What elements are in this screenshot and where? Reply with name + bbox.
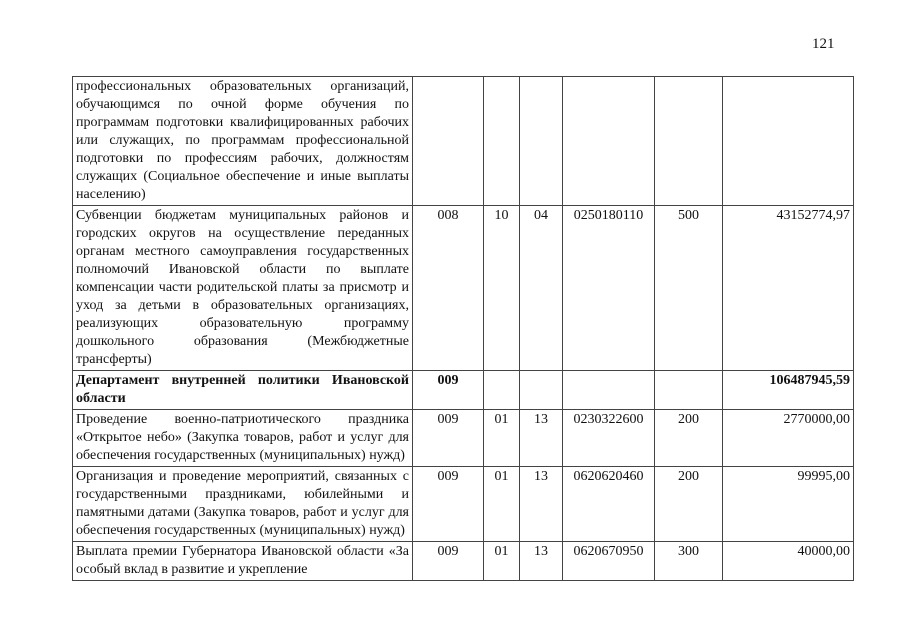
department-row bbox=[73, 371, 854, 410]
expense-type-code: 200 bbox=[655, 410, 723, 467]
amount: 99995,00 bbox=[723, 467, 854, 542]
subsection-code bbox=[520, 77, 563, 206]
amount: 43152774,97 bbox=[723, 206, 854, 371]
subsection-code: 13 bbox=[520, 542, 563, 581]
table-row bbox=[73, 542, 854, 581]
row-description: Организация и проведение мероприятий, связанных с государственными праздниками, юбилейными и памятными датами (Закупка товаров, работ и услуг для обеспечения государственных (муниципальных) нужд) bbox=[73, 467, 413, 542]
expense-type-code: 500 bbox=[655, 206, 723, 371]
row-description: Субвенции бюджетам муниципальных районов и городских округов на осуществление переданных органам местного самоуправления государственных полномочий Ивановской области по выплате компенсации части родительской платы за присмотр и уход за детьми в образовательных организациях, реализующих образовательную программу дошкольного образования (Межбюджетные трансферты) bbox=[73, 206, 413, 371]
row-description: профессиональных образовательных организаций, обучающимся по очной форме обучения по программам подготовки квалифицированных рабочих или служащих, по программам профессиональной подготовки по профессиям рабочих, должностям служащих (Социальное обеспечение и иные выплаты населению) bbox=[73, 77, 413, 206]
target-article-code bbox=[563, 77, 655, 206]
subsection-code bbox=[520, 371, 563, 410]
target-article-code: 0620670950 bbox=[563, 542, 655, 581]
expense-type-code bbox=[655, 371, 723, 410]
subsection-code: 04 bbox=[520, 206, 563, 371]
section-code: 01 bbox=[484, 410, 520, 467]
amount bbox=[723, 77, 854, 206]
section-code bbox=[484, 77, 520, 206]
row-description: Проведение военно-патриотического праздника «Открытое небо» (Закупка товаров, работ и услуг для обеспечения государственных (муниципальных) нужд) bbox=[73, 410, 413, 467]
admin-code: 009 bbox=[413, 410, 484, 467]
subsection-code: 13 bbox=[520, 467, 563, 542]
department-total: 106487945,59 bbox=[723, 371, 854, 410]
admin-code bbox=[413, 77, 484, 206]
amount: 40000,00 bbox=[723, 542, 854, 581]
section-code: 01 bbox=[484, 542, 520, 581]
budget-table bbox=[72, 76, 854, 581]
expense-type-code bbox=[655, 77, 723, 206]
admin-code: 009 bbox=[413, 542, 484, 581]
row-description bbox=[73, 542, 413, 581]
expense-type-code: 200 bbox=[655, 467, 723, 542]
target-article-code: 0250180110 bbox=[563, 206, 655, 371]
admin-code: 008 bbox=[413, 206, 484, 371]
amount: 2770000,00 bbox=[723, 410, 854, 467]
row-description-text: Выплата премии Губернатора Ивановской области «За особый вклад в развитие и укрепление bbox=[76, 544, 409, 577]
table-row bbox=[73, 206, 854, 371]
table-row bbox=[73, 77, 854, 206]
table-row bbox=[73, 467, 854, 542]
target-article-code: 0230322600 bbox=[563, 410, 655, 467]
target-article-code: 0620620460 bbox=[563, 467, 655, 542]
section-code: 10 bbox=[484, 206, 520, 371]
admin-code: 009 bbox=[413, 371, 484, 410]
table-row bbox=[73, 410, 854, 467]
department-name: Департамент внутренней политики Ивановской области bbox=[73, 371, 413, 410]
section-code bbox=[484, 371, 520, 410]
admin-code: 009 bbox=[413, 467, 484, 542]
page-number: 121 bbox=[812, 36, 835, 52]
target-article-code bbox=[563, 371, 655, 410]
expense-type-code: 300 bbox=[655, 542, 723, 581]
subsection-code: 13 bbox=[520, 410, 563, 467]
section-code: 01 bbox=[484, 467, 520, 542]
